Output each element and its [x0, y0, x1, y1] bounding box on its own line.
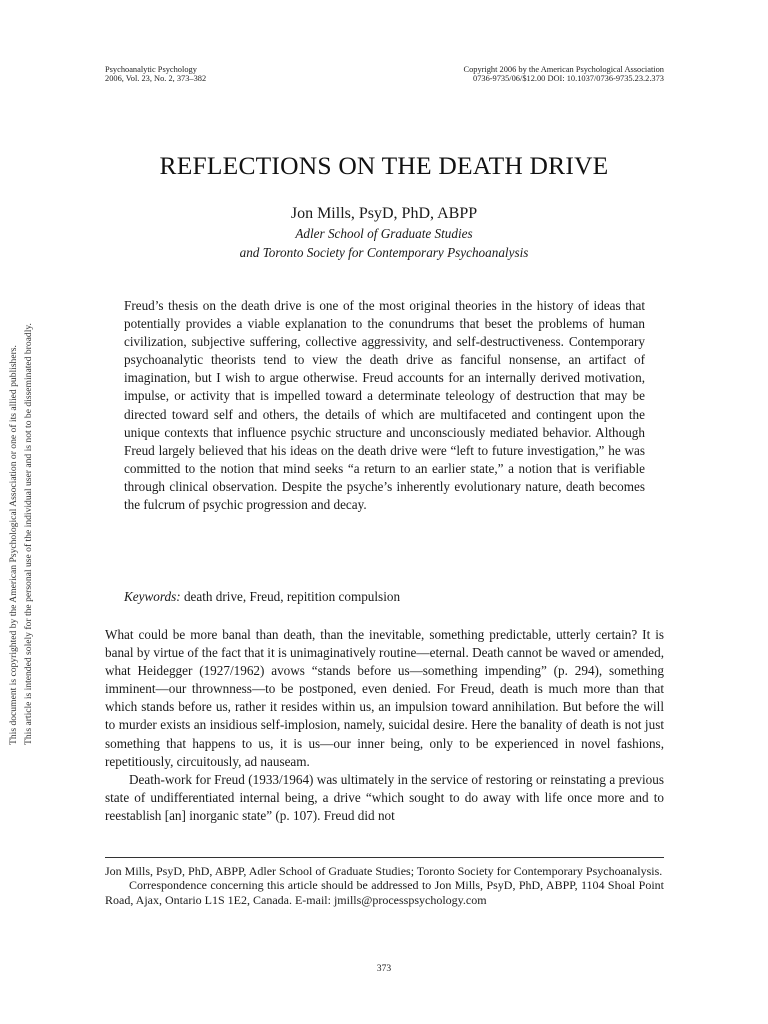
page-number: 373: [376, 963, 392, 974]
journal-header-left: [105, 65, 206, 84]
article-title: REFLECTIONS ON THE DEATH DRIVE: [159, 151, 609, 180]
copyright-notice: Copyright 2006 by the American Psychological Association: [463, 65, 664, 74]
journal-name: Psychoanalytic Psychology: [105, 65, 197, 74]
keywords: [124, 589, 400, 605]
footnote-divider: [105, 857, 664, 858]
author-affiliation-2: and Toronto Society for Contemporary Psychoanalysis: [239, 245, 529, 260]
footnote: [105, 864, 664, 907]
article-body: [105, 626, 664, 825]
abstract: Freud’s thesis on the death drive is one of the most original theories in the history of ideas that potentially provides a viable explanation to the conundrums that beset the problems of human civilization, subjective suffering, collective aggressivity, and self-destructiveness. Contemporary psychoanalytic theorists tend to view the death drive as fanciful nonsense, an artifact of imagination, but I wish to argue otherwise. Freud accounts for an internally derived motivation, impulse, or activity that is impelled toward a determinate teleology of destruction that may be directed toward self and others, the details of which are multifaceted and contingent upon the unique contexts that influence psychic structure and unconsciously mediated behavior. Although Freud largely believed that his ideas on the death drive were “left to future investigation,” he was committed to the notion that mind seeks “a return to an earlier state,” a notion that is verifiable through clinical observation. Despite the psyche’s inherently evolutionary nature, death becomes the fulcrum of psychic progression and decay.: [124, 298, 645, 513]
side-notice-line-1: This document is copyrighted by the American Psychological Association or one of its allied publishers.: [8, 345, 19, 745]
body-paragraph: Death-work for Freud (1933/1964) was ultimately in the service of restoring or reinstating a previous state of undifferentiated internal being, a drive “which sought to do away with life once more and to reestablish [an] inorganic state” (p. 107). Freud did not: [105, 771, 664, 823]
body-paragraph: What could be more banal than death, than the inevitable, something predictable, utterly certain? It is banal by virtue of the fact that it is unimaginatively routine—eternal. Death cannot be waved or amended, what Heidegger (1927/1962) avows “stands before us—something impending” (p. 294), something imminent—our thrownness—to be postponed, even denied. For Freud, death is much more than that which stands before us, rather it resides within us, an impulsion toward annihilation. But before the will to murder exists an insidious self-implosion, namely, suicidal desire. Here the banality of death is not just something that happens to us, it is us—our inner being, only to be experienced in novel fashions, repetitiously, circuitously, ad nauseam.: [105, 627, 664, 769]
keywords-label: Keywords:: [124, 589, 181, 604]
journal-volume-info: 2006, Vol. 23, No. 2, 373–382: [105, 74, 207, 84]
footnote-correspondence: Correspondence concerning this article should be addressed to Jon Mills, PsyD, PhD, ABPP, 1104 Shoal Point Road, Ajax, Ontario L1S 1E2, Canada. E-mail: jmills@processpsychology.com: [105, 878, 664, 907]
footnote-author-note: Jon Mills, PsyD, PhD, ABPP, Adler School of Graduate Studies; Toronto Society for Contemporary Psychoanalysis.: [105, 864, 663, 878]
keywords-text: death drive, Freud, repitition compulsion: [180, 589, 401, 604]
author-name: Jon Mills, PsyD, PhD, ABPP: [290, 205, 478, 222]
side-notice-line-2: This article is intended solely for the personal use of the individual user and is not to be disseminated broadly.: [23, 323, 34, 745]
doi-info: 0736-9735/06/$12.00 DOI: 10.1037/0736-9735.23.2.373: [473, 74, 664, 84]
author-affiliation-1: Adler School of Graduate Studies: [295, 226, 473, 241]
journal-header-right: [463, 65, 664, 84]
